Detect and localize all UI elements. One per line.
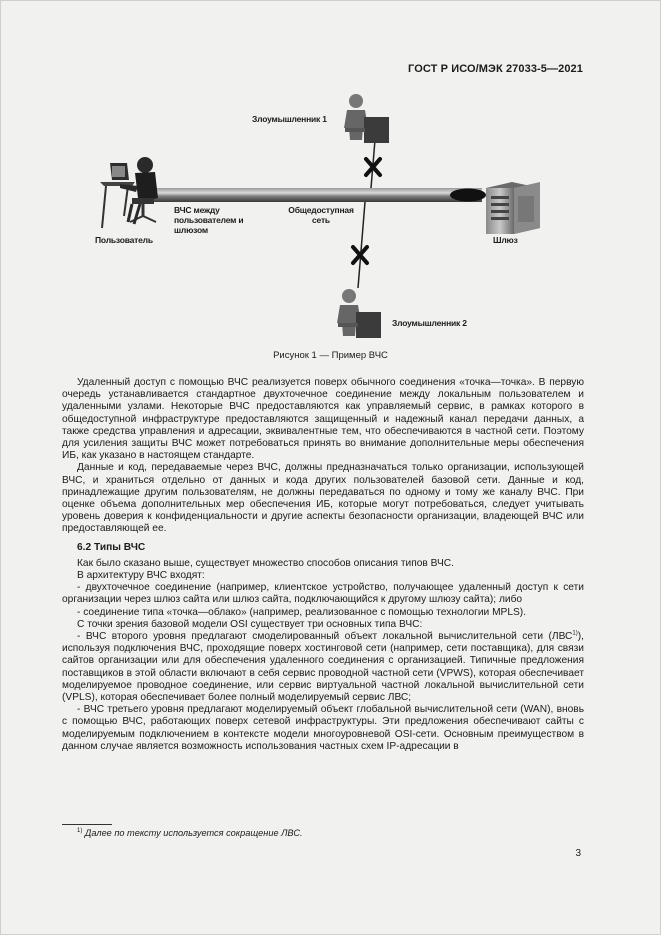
list-item-text: ), используя подключения ВЧС, проходящие поверх хостинговой сети (например, сети поставщика), для связи сайтов организации или для обеспечения удаленного соединения с организацией. Типичные предложения поставщиков в этой области включают в себя сервис проводной частной сети (VPWS), которая обеспечивает моделируемое проводное соединение, или сервис виртуальной частной локальной вычислительной сети (VPLS), которая обеспечивает более полный моделируемый сервис ЛВС; <box>62 631 584 704</box>
attacker-icon <box>337 289 381 338</box>
footnote-divider <box>62 824 112 825</box>
paragraph: Удаленный доступ с помощью ВЧС реализуется поверх обычного соединения «точка—точка». В первую очередь устанавливается стандартное двухточечное соединение между локальным пользователем и удаленными узлами. Некоторые ВЧС предоставляются как управляемый сервис, в рамках которого в общедоступной инфраструктуре предоставляются защищенный и надежный канал передачи данных, а также средства управления и адресации, эквивалентные тем, что обеспечиваются в частной сети. Поэтому для усиления защиты ВЧС может потребоваться принять во внимание дополнительные меры обеспечения ИБ, как указано в настоящем стандарте. <box>62 377 584 462</box>
list-item-text: - ВЧС второго уровня предлагают смоделированный объект локальной вычислительной сети (ЛВС <box>77 631 573 643</box>
list-item: - соединение типа «точка—облако» (например, реализованное с помощью технологии MPLS). <box>77 606 527 618</box>
section-heading: 6.2 Типы ВЧС <box>77 541 146 553</box>
paragraph: Данные и код, передаваемые через ВЧС, должны предназначаться только организации, использующей ВЧС, и храниться отдельно от данных и кода других пользователей базовой сети. Данные и код, принадлежащие другим пользователям, не должны передаваться по одному и тому же каналу ВЧС. При оценке объема дополнительных мер обеспечения ИБ, которые могут потребоваться, следует учитывать уровень доверия к конфиденциальности и другие аспекты безопасности организации, владеющей ВЧС или предоставляющей ее. <box>62 462 584 535</box>
vpn-example-figure <box>0 0 661 370</box>
footnote-marker: 1) <box>77 827 83 834</box>
gateway-label: Шлюз <box>493 235 518 245</box>
vpn-label-line-3: шлюзом <box>174 225 208 235</box>
list-item: - двухточечное соединение (например, клиентское устройство, получающее удаленный доступ к сети организации через шлюз сайта или шлюз сайта, подключающийся к другому шлюзу сайта); либо <box>62 582 584 606</box>
vpn-label-line-2: пользователем и <box>174 215 244 225</box>
paragraph: Как было сказано выше, существует множество способов описания типов ВЧС. <box>77 557 454 569</box>
figure-graphic <box>0 0 661 370</box>
footnote-ref[interactable]: 1) <box>572 630 578 637</box>
attacker2-label: Злоумышленник 2 <box>392 318 467 328</box>
gateway-server-icon <box>486 182 540 234</box>
attacker-icon <box>344 94 389 143</box>
paragraph: В архитектуру ВЧС входят: <box>77 570 205 582</box>
footnote-text: Далее по тексту используется сокращение ЛВС. <box>84 828 303 838</box>
vpn-label-line-1: ВЧС между <box>174 205 220 215</box>
list-item <box>62 631 584 704</box>
list-item: - ВЧС третьего уровня предлагают моделируемый объект глобальной вычислительной сети (WAN), вновь с помощью ВЧС, работающих поверх сетевой инфраструктуры. Эти предложения обеспечивают сайты с моделируемым подключением в контексте модели многоуровневой OSI-сети. Основным преимуществом в данном случае является возможность использования частных схем IP-адресации в <box>62 704 584 752</box>
public-label-line-1: Общедоступная <box>288 205 354 215</box>
figure-caption: Рисунок 1 — Пример ВЧС <box>273 350 388 361</box>
attacker1-label: Злоумышленник 1 <box>252 114 327 124</box>
footnote <box>77 828 303 838</box>
vpn-tunnel-label <box>174 205 243 235</box>
standard-code-header: ГОСТ Р ИСО/МЭК 27033-5—2021 <box>408 63 583 75</box>
page-number: 3 <box>575 848 581 859</box>
paragraph: С точки зрения базовой модели OSI существует три основных типа ВЧС: <box>77 618 423 630</box>
public-network-label <box>286 205 356 225</box>
vpn-tunnel <box>148 188 486 202</box>
user-label: Пользователь <box>95 235 153 245</box>
body-text <box>62 377 584 753</box>
user-workstation-icon <box>100 157 158 228</box>
public-label-line-2: сеть <box>312 215 330 225</box>
attack-line-2 <box>358 202 365 288</box>
